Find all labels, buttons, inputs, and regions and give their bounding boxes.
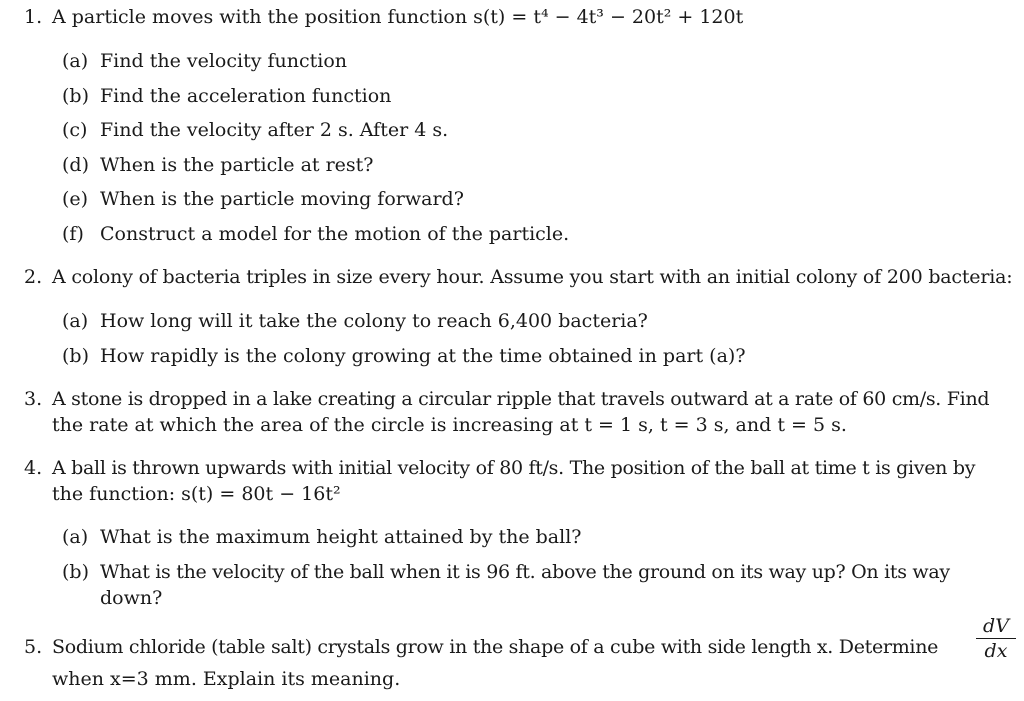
problem-text-line-2: the function: s(t) = 80t − 16t² (52, 483, 341, 505)
part-text: When is the particle moving forward? (100, 188, 464, 210)
problem-1-part-a (62, 48, 1016, 74)
part-text-line-2: down? (100, 587, 163, 609)
part-label: (a) (62, 526, 89, 548)
part-text: When is the particle at rest? (100, 154, 374, 176)
problem-2-part-a (62, 308, 1016, 334)
problem-number: 5. (24, 636, 43, 658)
part-label: (e) (62, 188, 89, 210)
fraction-denominator: dx (984, 640, 1008, 662)
problem-5 (24, 615, 1016, 694)
problem-1-part-c (62, 117, 1016, 143)
problem-3 (24, 386, 1016, 438)
part-text: How rapidly is the colony growing at the time obtained in part (a)? (100, 345, 746, 367)
part-text: Find the acceleration function (100, 85, 392, 107)
problem-number: 2. (24, 266, 43, 288)
problem-number: 1. (24, 6, 43, 28)
problem-2 (24, 264, 1016, 290)
part-label: (b) (62, 345, 89, 367)
part-text: Find the velocity after 2 s. After 4 s. (100, 119, 449, 141)
problem-text-line-1: A ball is thrown upwards with initial velocity of 80 ft/s. The position of the ball at time t is given by (52, 457, 976, 479)
part-label: (b) (62, 561, 89, 583)
part-label: (f) (62, 223, 84, 245)
problem-1-part-d (62, 152, 1016, 178)
problem-4-part-a (62, 524, 1016, 550)
part-label: (d) (62, 154, 89, 176)
problem-text-line-1: Sodium chloride (table salt) crystals grow in the shape of a cube with side length x. Determine (52, 636, 939, 658)
problem-text: A colony of bacteria triples in size every hour. Assume you start with an initial colony of 200 bacteria: (52, 266, 1013, 288)
problem-text: A particle moves with the position function s(t) = t⁴ − 4t³ − 20t² + 120t (52, 6, 744, 28)
problem-4 (24, 455, 1016, 507)
problem-number: 4. (24, 457, 43, 479)
part-text: Construct a model for the motion of the particle. (100, 223, 570, 245)
fraction-numerator: dV (976, 614, 1016, 639)
part-text-line-1: What is the velocity of the ball when it is 96 ft. above the ground on its way up? On its way (100, 561, 950, 583)
part-text: How long will it take the colony to reach 6,400 bacteria? (100, 310, 648, 332)
problem-1-part-f (62, 221, 1016, 247)
problem-number: 3. (24, 388, 43, 410)
part-label: (c) (62, 119, 88, 141)
problem-text-line-1: A stone is dropped in a lake creating a circular ripple that travels outward at a rate of 60 cm/s. Find (52, 388, 990, 410)
part-label: (b) (62, 85, 89, 107)
part-text: What is the maximum height attained by the ball? (100, 526, 582, 548)
problem-1 (24, 4, 1016, 30)
problem-4-part-b (62, 559, 1016, 611)
derivative-fraction (976, 614, 1016, 663)
problem-2-part-b (62, 343, 1016, 369)
part-text: Find the velocity function (100, 50, 348, 72)
part-label: (a) (62, 310, 89, 332)
problem-1-part-b (62, 83, 1016, 109)
problem-text-line-2: the rate at which the area of the circle is increasing at t = 1 s, t = 3 s, and t = 5 s. (52, 414, 847, 436)
problem-text-line-2: when x=3 mm. Explain its meaning. (52, 668, 401, 690)
part-label: (a) (62, 50, 89, 72)
problem-1-part-e (62, 186, 1016, 212)
